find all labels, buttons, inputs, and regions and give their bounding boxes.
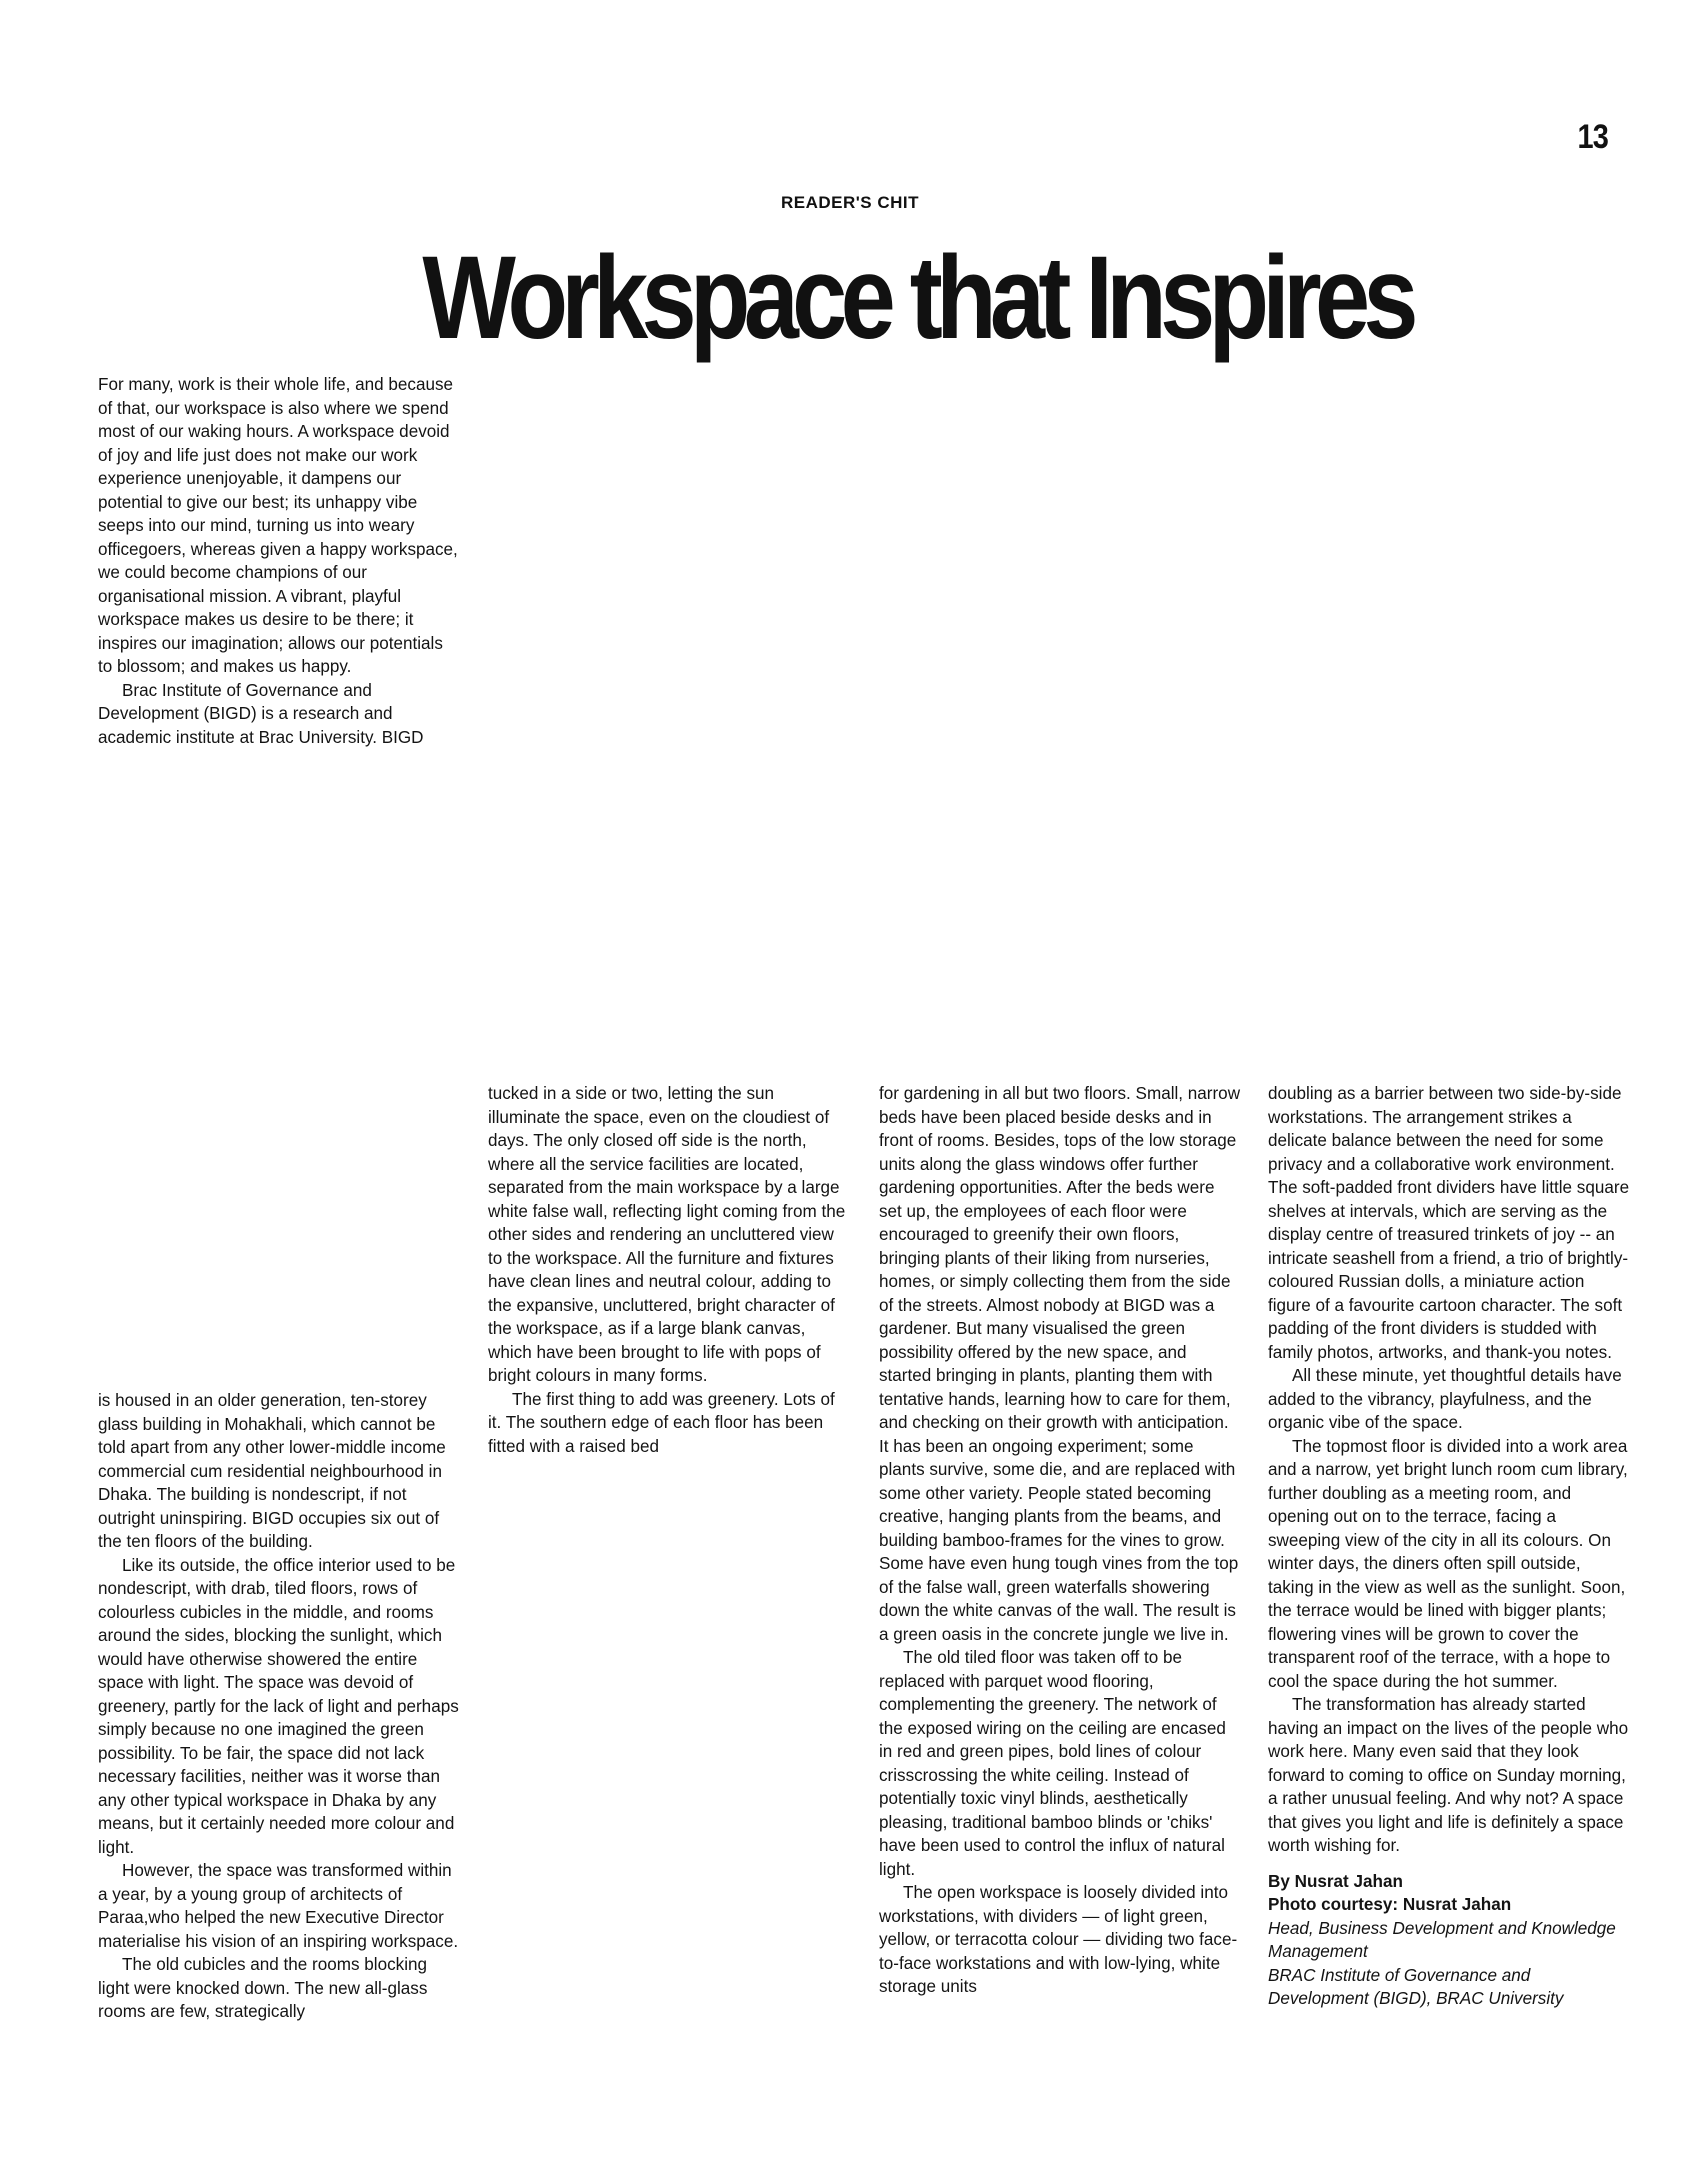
body-paragraph: is housed in an older generation, ten-storey glass building in Mohakhali, which cannot be told apart from any other lower-middle income commercial cum residential neighbourhood in Dhaka. The building is nondescript, if not outright uninspiring. BIGD occupies six out of the ten floors of the building. (98, 1391, 446, 1551)
body-paragraph: The old cubicles and the rooms blocking light were knocked down. The new all-glass rooms are few, strategically (98, 1955, 428, 2021)
article-column-1 (98, 1389, 460, 2024)
body-paragraph: for gardening in all but two floors. Small, narrow beds have been placed beside desks and in front of rooms. Besides, tops of the low storage units along the glass windows offer further gardening opportunities. After the beds were set up, the employees of each floor were encouraged to greenify their own floors, bringing plants of their liking from nurseries, homes, or simply collecting them from the side of the streets. Almost nobody at BIGD was a gardener. But many visualised the green possibility offered by the new space, and started bringing in plants, planting them with tentative hands, learning how to care for them, and checking on their growth with anticipation. It has been an ongoing experiment; some plants survive, some die, and are replaced with some other variety. People stated becoming creative, hanging plants from the beams, and building bamboo-frames for the vines to grow. Some have even hung tough vines from the top of the false wall, green waterfalls showering down the white canvas of the wall. The result is a green oasis in the concrete jungle we live in. (879, 1084, 1241, 1644)
intro-column (98, 373, 460, 749)
body-paragraph: The topmost floor is divided into a work area and a narrow, yet bright lunch room cum library, further doubling as a meeting room, and opening out on to the terrace, facing a sweeping view of the city in all its colours. On winter days, the diners often spill outside, taking in the view as well as the sunlight. Soon, the terrace would be lined with bigger plants; flowering vines will be grown to cover the transparent roof of the terrace, with a hope to cool the space during the hot summer. (1268, 1436, 1628, 1691)
author-title: Head, Business Development and Knowledge Management (1268, 1918, 1616, 1961)
article-column-4 (1268, 1082, 1630, 2011)
body-paragraph: However, the space was transformed within a year, by a young group of architects of Paraa,who helped the new Executive Director materialise his vision of an inspiring workspace. (98, 1861, 459, 1951)
body-paragraph: The old tiled floor was taken off to be replaced with parquet wood flooring, complementing the greenery. The network of the exposed wiring on the ceiling are encased in red and green pipes, bold lines of colour crisscrossing the white ceiling. Instead of potentially toxic vinyl blinds, aesthetically pleasing, traditional bamboo blinds or 'chiks' have been used to control the influx of natural light. (879, 1648, 1226, 1879)
body-paragraph: Like its outside, the office interior used to be nondescript, with drab, tiled floors, rows of colourless cubicles in the middle, and rooms around the sides, blocking the sunlight, which would have otherwise showered the entire space with light. The space was devoid of greenery, partly for the lack of light and perhaps simply because no one imagined the green possibility. To be fair, the space did not lack necessary facilities, neither was it worse than any other typical workspace in Dhaka by any means, but it certainly needed more colour and light. (98, 1555, 459, 1857)
section-label: READER'S CHIT (780, 193, 920, 212)
photo-credit: Photo courtesy: Nusrat Jahan (1268, 1895, 1512, 1914)
intro-paragraph: For many, work is their whole life, and because of that, our workspace is also where we spend most of our waking hours. A workspace devoid of joy and life just does not make our work experience unenjoyable, it dampens our potential to give our best; its unhappy vibe seeps into our mind, turning us into weary officegoers, whereas given a happy workspace, we could become champions of our organisational mission. A vibrant, playful workspace makes us desire to be there; it inspires our imagination; allows our potentials to blossom; and makes us happy. (98, 375, 458, 676)
article-column-3 (879, 1082, 1241, 1999)
byline (1268, 1870, 1630, 2011)
body-paragraph: doubling as a barrier between two side-by-side workstations. The arrangement strikes a delicate balance between the need for some privacy and a collaborative work environment. The soft-padded front dividers have little square shelves at intervals, which are serving as the display centre of treasured trinkets of joy -- an intricate seashell from a friend, a trio of brightly-coloured Russian dolls, a miniature action figure of a favourite cartoon character. The soft padding of the front dividers is studded with family photos, artworks, and thank-you notes. (1268, 1084, 1630, 1362)
body-paragraph: The first thing to add was greenery. Lots of it. The southern edge of each floor has been fitted with a raised bed (488, 1389, 835, 1456)
page-number: 13 (1577, 118, 1608, 156)
body-paragraph: All these minute, yet thoughtful details have added to the vibrancy, playfulness, and the organic vibe of the space. (1268, 1366, 1622, 1432)
author-name: By Nusrat Jahan (1268, 1871, 1403, 1891)
intro-paragraph: Brac Institute of Governance and Development (BIGD) is a research and academic institute at Brac University. BIGD (98, 680, 424, 747)
headline: Workspace that Inspires (422, 232, 1412, 364)
article-column-2 (488, 1082, 850, 1458)
author-affiliation: BRAC Institute of Governance and Development (BIGD), BRAC University (1268, 1965, 1564, 2008)
body-paragraph: tucked in a side or two, letting the sun illuminate the space, even on the cloudiest of days. The only closed off side is the north, where all the service facilities are located, separated from the main workspace by a large white false wall, reflecting light coming from the other sides and rendering an uncluttered view to the workspace. All the furniture and fixtures have clean lines and neutral colour, adding to the expansive, uncluttered, bright character of the workspace, as if a large blank canvas, which have been brought to life with pops of bright colours in many forms. (488, 1084, 846, 1385)
body-paragraph: The transformation has already started having an impact on the lives of the people who work here. Many even said that they look forward to coming to office on Sunday morning, a rather unusual feeling. And why not? A space that gives you light and life is definitely a space worth wishing for. (1268, 1695, 1629, 1855)
body-paragraph: The open workspace is loosely divided into workstations, with dividers — of light green, yellow, or terracotta colour — dividing two face-to-face workstations and with low-lying, white storage units (879, 1883, 1238, 1996)
